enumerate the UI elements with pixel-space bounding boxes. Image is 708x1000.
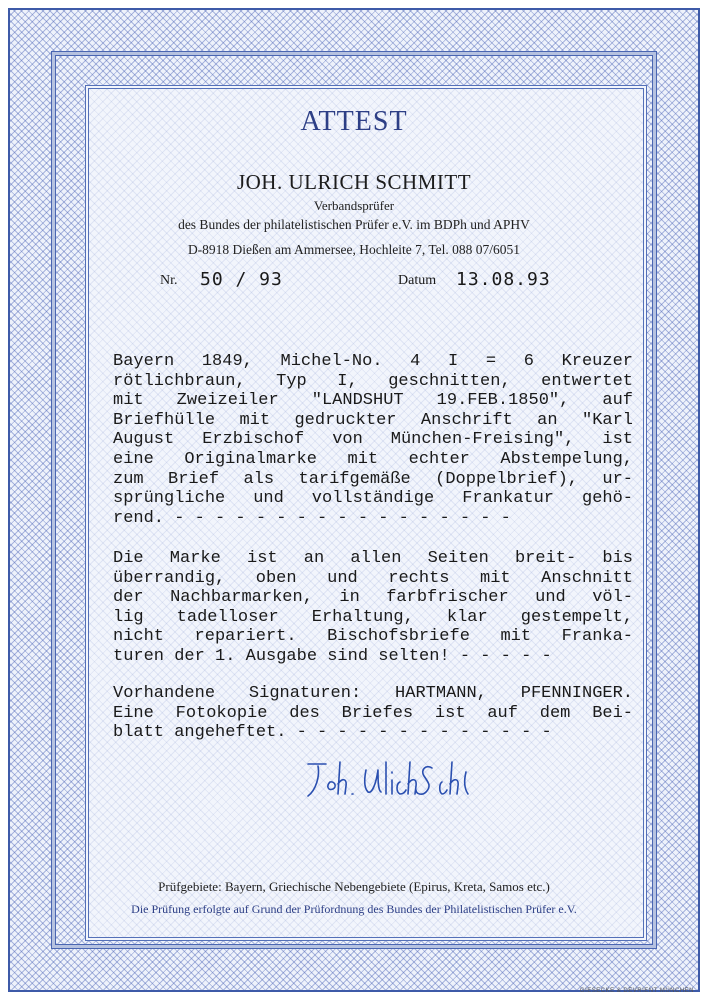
text-line: Eine Fotokopie des Briefes ist auf dem Bei- <box>113 703 633 723</box>
signatures-paragraph <box>113 684 633 743</box>
text-line: zum Brief als tarifgemäße (Doppelbrief), ur- <box>113 469 633 489</box>
text-line: rend. - - - - - - - - - - - - - - - - - <box>113 508 511 528</box>
text-line: Die Marke ist an allen Seiten breit- bis <box>113 549 633 568</box>
date-value: 13.08.93 <box>456 269 551 290</box>
text-line: Briefhülle mit gedruckter Anschrift an "Karl <box>113 410 633 430</box>
certificate-title: ATTEST <box>300 106 408 137</box>
text-line: nicht repariert. Bischofsbriefe mit Franka- <box>113 627 633 647</box>
text-line: sprüngliche und vollständige Frankatur gehö- <box>113 489 633 509</box>
printer-mark: GIESECKE & DEVRIENT MÜNCHEN <box>579 988 694 994</box>
text-line: turen der 1. Ausgabe sind selten! - - - - - <box>113 646 552 666</box>
text-line: Bayern 1849, Michel-No. 4 I = 6 Kreuzer <box>113 352 633 371</box>
address-line: D-8918 Dießen am Ammersee, Hochleite 7, Tel. 088 07/6051 <box>187 242 521 257</box>
handwritten-signature <box>300 752 480 812</box>
association-line: des Bundes der philatelistischen Prüfer e.V. im BDPh und APHV <box>178 217 530 232</box>
condition-paragraph <box>113 549 633 667</box>
text-line: überrandig, oben und rechts mit Anschnitt <box>113 568 633 588</box>
examination-areas: Prüfgebiete: Bayern, Griechische Nebengebiete (Epirus, Kreta, Samos etc.) <box>158 879 550 894</box>
number-value: 50 / 93 <box>200 269 283 290</box>
text-line: Vorhandene Signaturen: HARTMANN, PFENNINGER. <box>113 684 633 703</box>
text-line: eine Originalmarke mit echter Abstempelung, <box>113 449 633 469</box>
examiner-role: Verbandsprüfer <box>313 198 395 213</box>
examination-rules: Die Prüfung erfolgte auf Grund der Prüfordnung des Bundes der Philatelistischen Prüfer e.V. <box>131 902 577 916</box>
text-line: der Nachbarmarken, in farbfrischer und völ- <box>113 588 633 608</box>
text-line: mit Zweizeiler "LANDSHUT 19.FEB.1850", auf <box>113 391 633 411</box>
text-line: August Erzbischof von München-Freising", ist <box>113 430 633 450</box>
examiner-name: JOH. ULRICH SCHMITT <box>236 170 472 194</box>
date-label: Datum <box>398 273 437 288</box>
number-label: Nr. <box>160 273 178 288</box>
text-line: lig tadelloser Erhaltung, klar gestempelt, <box>113 607 633 627</box>
description-paragraph <box>113 352 633 528</box>
text-line: rötlichbraun, Typ I, geschnitten, entwertet <box>113 371 633 391</box>
text-line: blatt angeheftet. - - - - - - - - - - - - - <box>113 723 552 743</box>
